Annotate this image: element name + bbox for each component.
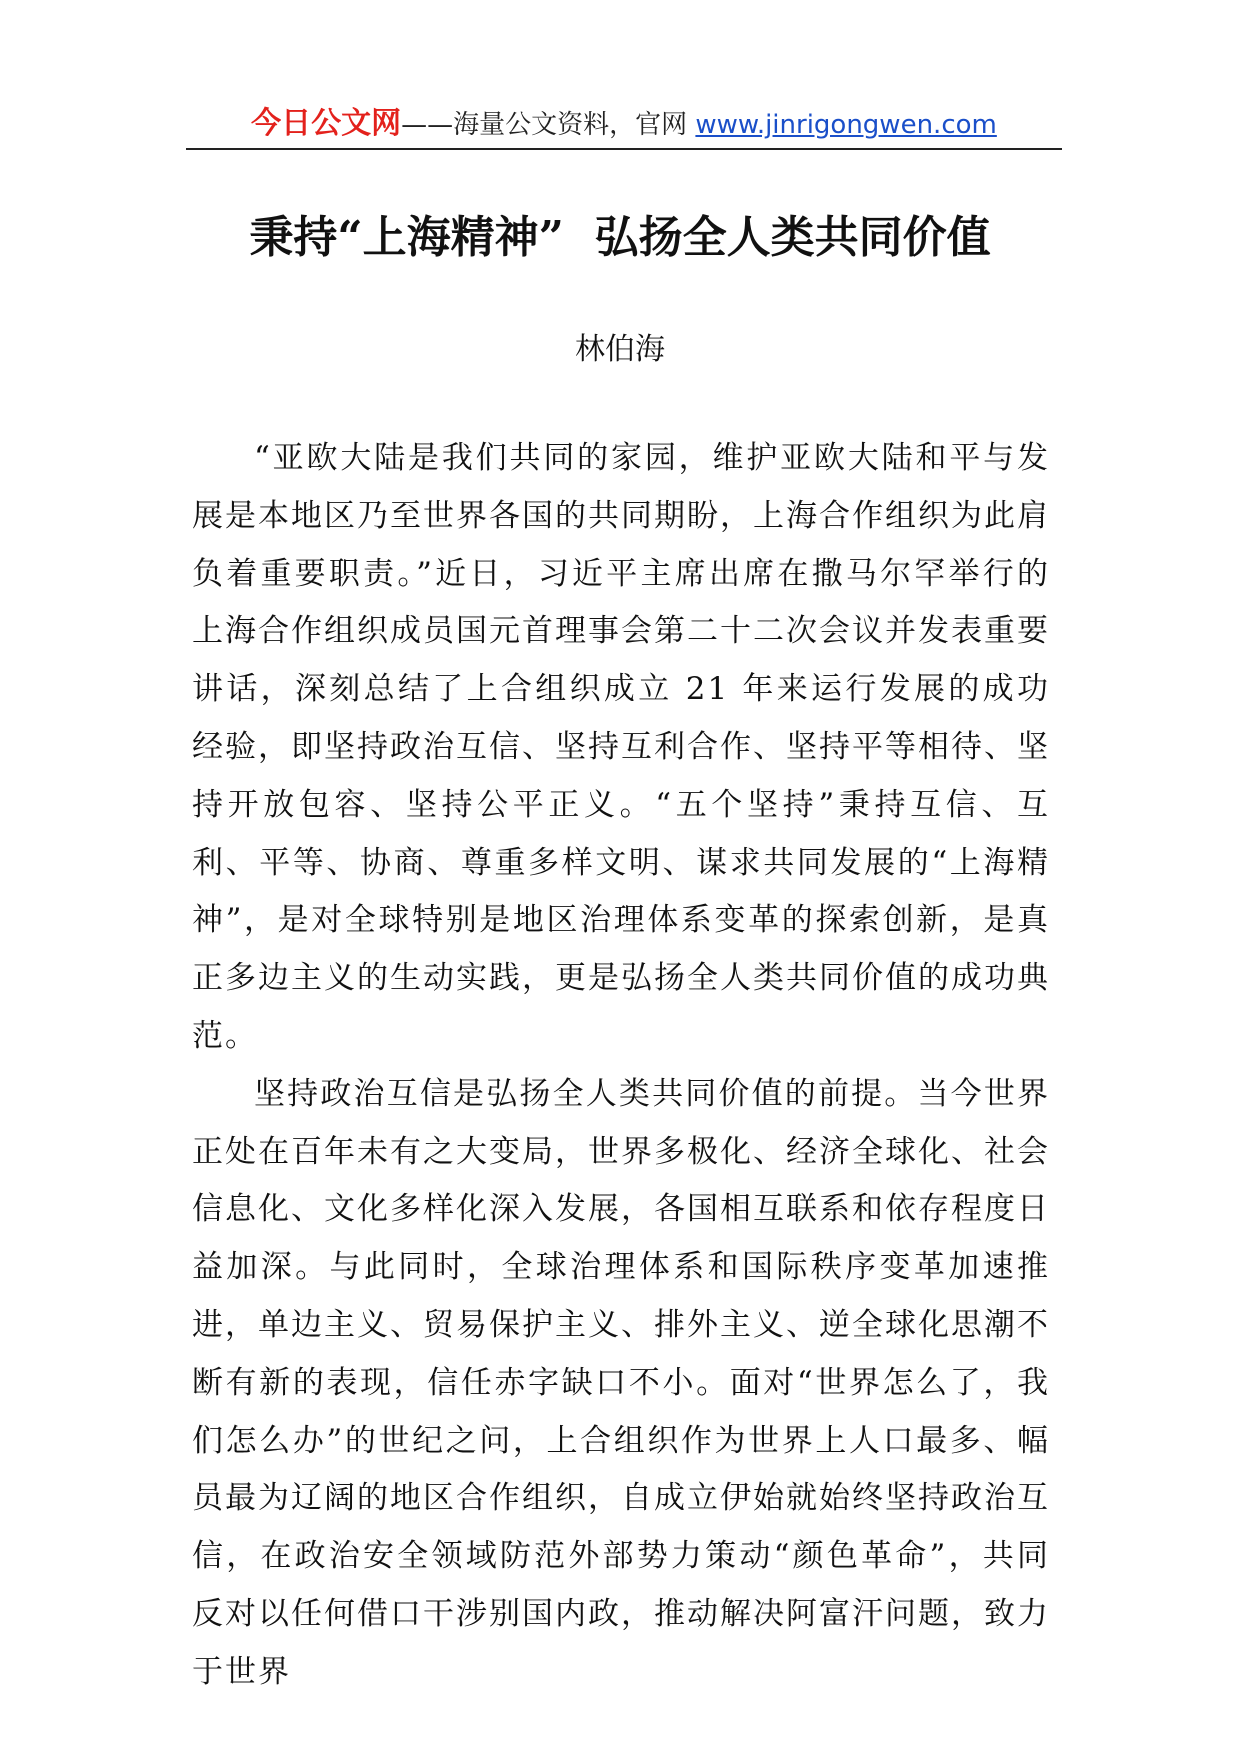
document-body [192, 430, 1050, 1702]
document-author: 林伯海 [575, 332, 665, 367]
body-paragraph: 坚持政治互信是弘扬全人类共同价值的前提。当今世界正处在百年未有之大变局，世界多极化、经济全球化、社会信息化、文化多样化深入发展，各国相互联系和依存程度日益加深。与此同时，全球治理体系和国际秩序变革加速推进，单边主义、贸易保护主义、排外主义、逆全球化思潮不断有新的表现，信任赤字缺口不小。面对“世界怎么了，我们怎么办”的世纪之问，上合组织作为世界上人口最多、幅员最为辽阔的地区合作组织，自成立伊始就始终坚持政治互信，在政治安全领域防范外部势力策动“颜色革命”，共同反对以任何借口干涉别国内政，推动解决阿富汗问题，致力于世界 [192, 1075, 1050, 1690]
header-divider [186, 148, 1062, 150]
header-separator: —— [401, 110, 454, 140]
document-title: 秉持“上海精神” 弘扬全人类共同价值 [249, 212, 991, 263]
body-paragraph: “亚欧大陆是我们共同的家园，维护亚欧大陆和平与发展是本地区乃至世界各国的共同期盼，上海合作组织为此肩负着重要职责。”近日，习近平主席出席在撒马尔罕举行的上海合作组织成员国元首理事会第二十二次会议并发表重要讲话，深刻总结了上合组织成立 21 年来运行发展的成功经验，即坚持政治互信、坚持互利合作、坚持平等相待、坚持开放包容、坚持公平正义。“五个坚持”秉持互信、互利、平等、协商、尊重多样文明、谋求共同发展的“上海精神”，是对全球特别是地区治理体系变革的探索创新，是真正多边主义的生动实践，更是弘扬全人类共同价值的成功典范。 [192, 440, 1050, 1054]
site-brand: 今日公文网 [251, 106, 402, 141]
site-header [186, 100, 1062, 148]
header-tagline: 海量公文资料，官网 [453, 110, 696, 140]
site-url-link[interactable]: www.jinrigongwen.com [695, 110, 997, 140]
